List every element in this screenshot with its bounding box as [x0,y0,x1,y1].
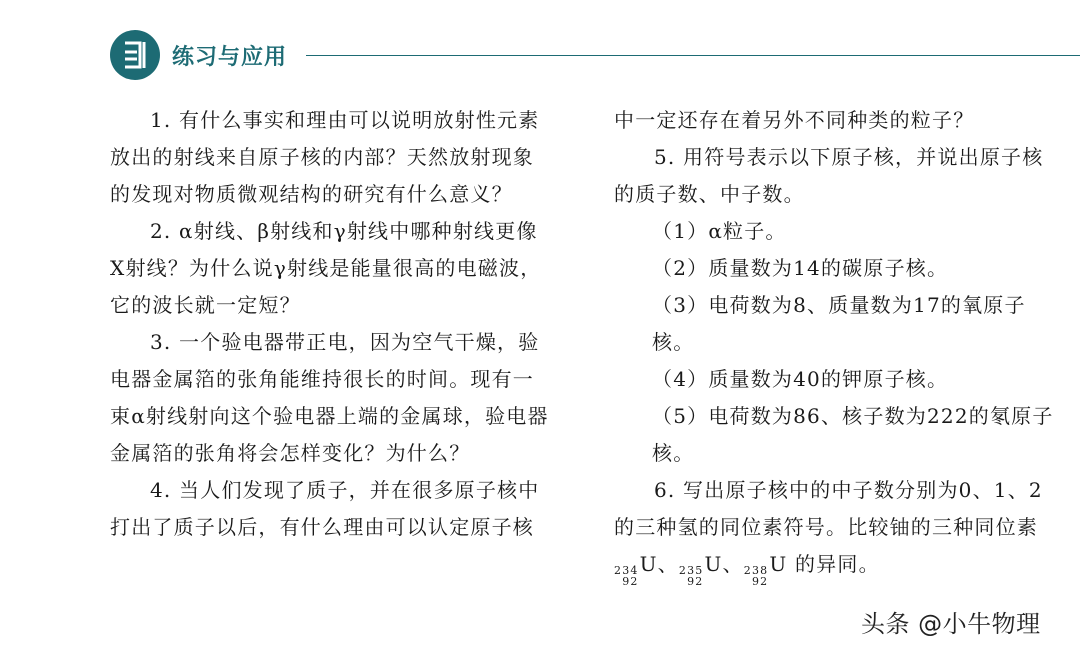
isotope-u234: 234 92 U [614,552,658,588]
question-6: 6. 写出原子核中的中子数分别为0、1、2的三种氢的同位素符号。比较铀的三种同位素 [614,478,1043,539]
question-3: 3. 一个验电器带正电，因为空气干燥，验电器金属箔的张角能维持很长的时间。现有一束α射线射向这个验电器上端的金属球，验电器金属箔的张角将会怎样变化？为什么？ [110,330,549,465]
section-title: 练习与应用 [172,45,288,70]
question-5-item-3: （3）电荷数为8、质量数为17的氧原子核。 [652,293,1026,354]
question-6-end: 的异同。 [787,552,880,576]
question-5: 5. 用符号表示以下原子核，并说出原子核的质子数、中子数。 [614,145,1044,206]
question-5-item-2: （2）质量数为14的碳原子核。 [652,256,949,280]
question-5-item-5: （5）电荷数为86、核子数为222的氡原子核。 [652,404,1054,465]
isotope-u238: 238 92 U [743,552,788,588]
question-4: 4. 当人们发现了质子，并在很多原子核中打出了质子以后，有什么理由可以认定原子核 [110,478,540,539]
watermark-text: 头条 @小牛物理 [861,610,1041,638]
question-2: 2. α射线、β射线和γ射线中哪种射线更像X射线？为什么说γ射线是能量很高的电磁波，它的波长就一定短？ [110,219,542,317]
isotope-u235: 235 92 U [678,552,723,588]
question-5-item-4: （4）质量数为40的钾原子核。 [652,367,949,391]
section-logo-icon [110,30,160,80]
question-4-continuation: 中一定还存在着另外不同种类的粒子？ [614,108,975,132]
question-1: 1. 有什么事实和理由可以说明放射性元素放出的射线来自原子核的内部？天然放射现象的发现对物质微观结构的研究有什么意义？ [110,108,540,206]
header-rule [306,55,1080,56]
question-5-item-1: （1）α粒子。 [652,219,787,243]
isotope-line: 234 92 U、 235 92 U、 238 92 U 的异同。 [614,546,1062,587]
right-column [614,102,1062,587]
section-header [110,30,1080,82]
left-column [110,102,550,546]
